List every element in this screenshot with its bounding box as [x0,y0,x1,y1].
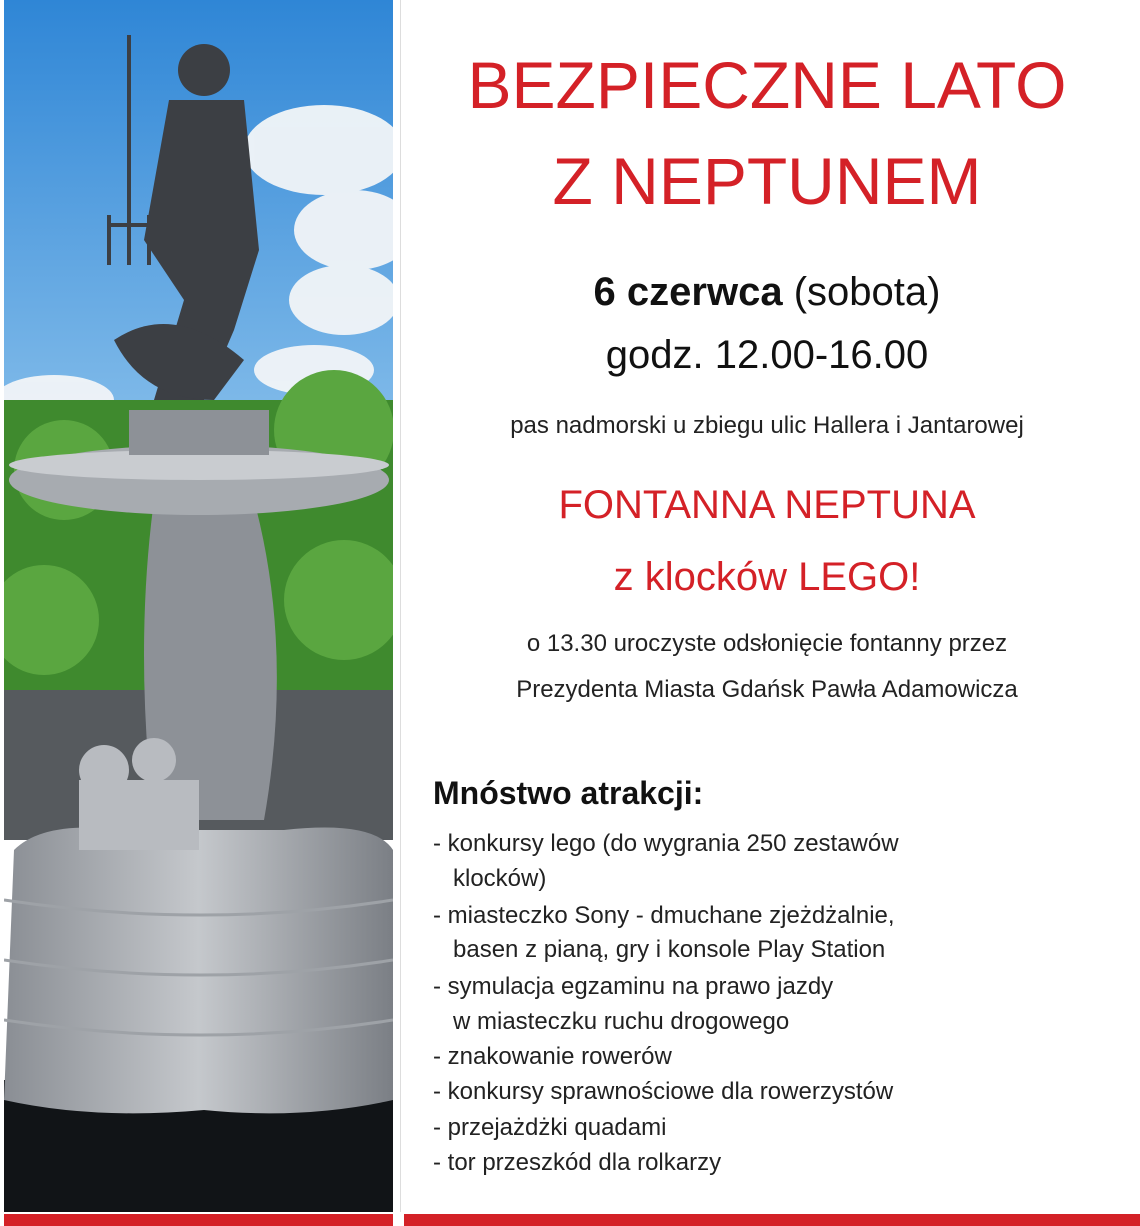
attraction-item: - symulacja egzaminu na prawo jazdy [433,973,834,1000]
highlight-line2: z klocków LEGO! [613,555,921,599]
event-time: godz. 12.00-16.00 [605,333,929,377]
bottom-red-bar-right [404,1214,1140,1226]
attraction-item: - miasteczko Sony - dmuchane zjeżdżalnie, [433,902,895,929]
attraction-item: - tor przeszkód dla rolkarzy [433,1149,722,1176]
event-date-bold: 6 czerwca [593,270,783,314]
attraction-item: - konkursy sprawnościowe dla rowerzystów [433,1078,894,1105]
attraction-item: - przejażdżki quadami [433,1114,667,1141]
event-location: pas nadmorski u zbiegu ulic Hallera i Jantarowej [510,412,1024,439]
lego-neptune-fountain-photo [4,0,393,1212]
attraction-item: - znakowanie rowerów [433,1043,672,1070]
highlight-line1: FONTANNA NEPTUNA [558,483,976,527]
attraction-item: - konkursy lego (do wygrania 250 zestawów [433,830,899,857]
event-date [400,270,1134,314]
unveiling-line2: Prezydenta Miasta Gdańsk Pawła Adamowicza [516,676,1018,703]
bottom-red-bar-left [4,1214,393,1226]
attraction-item: w miasteczku ruchu drogowego [433,1008,790,1035]
event-day: (sobota) [793,270,941,314]
attractions-heading: Mnóstwo atrakcji: [433,775,704,811]
poster-title-line1: BEZPIECZNE LATO [467,48,1067,122]
attraction-item: klocków) [433,865,547,892]
poster-title-line2: Z NEPTUNEM [552,144,982,218]
unveiling-line1: o 13.30 uroczyste odsłonięcie fontanny przez [526,630,1008,657]
attraction-item: basen z pianą, gry i konsole Play Station [433,936,886,963]
